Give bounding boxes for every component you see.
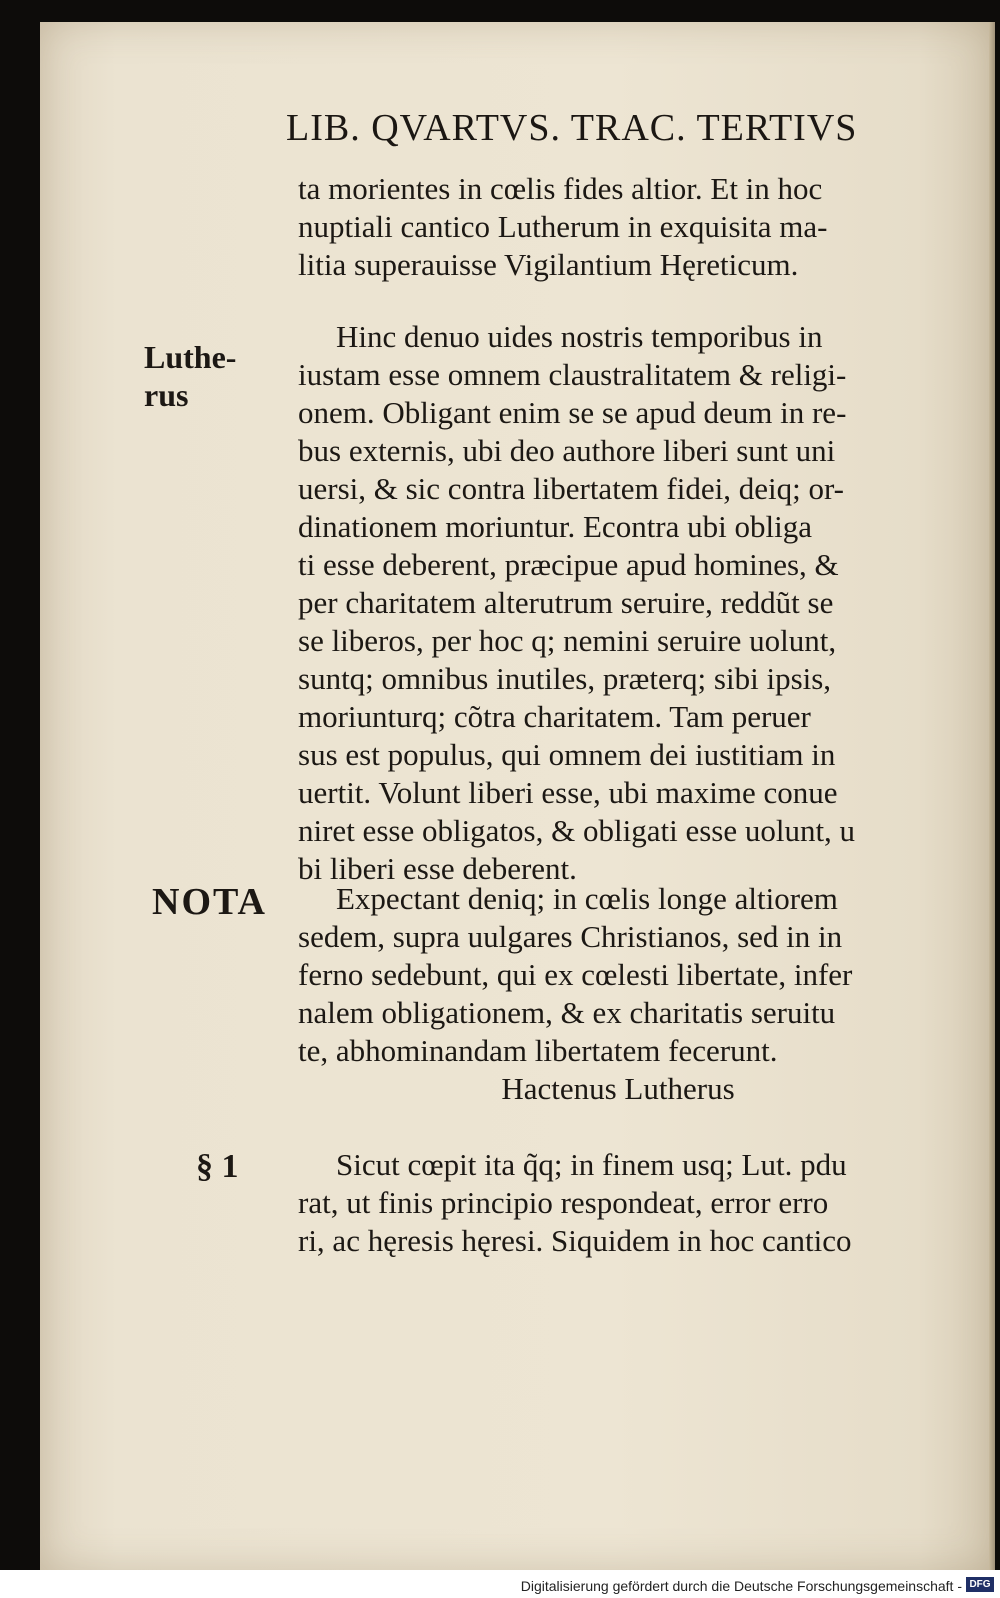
text-line: dinationem moriuntur. Econtra ubi obliga: [298, 509, 812, 544]
marginal-line: Luthe-: [144, 339, 237, 375]
marginal-note-nota: NOTA: [152, 881, 267, 923]
text-line: Hinc denuo uides nostris temporibus in: [336, 319, 823, 354]
dfg-logo: DFG: [966, 1577, 994, 1592]
text-line: iustam esse omnem claustralitatem & religi-: [298, 357, 847, 392]
text-line: uersi, & sic contra libertatem fidei, deiq; or-: [298, 471, 844, 506]
closing-line: Hactenus Lutherus: [501, 1071, 735, 1106]
text-line: bi liberi esse deberent.: [298, 851, 577, 886]
text-line: rat, ut finis principio respondeat, error erro: [298, 1185, 829, 1220]
text-line: ri, ac hęresis hęresi. Siquidem in hoc cantico: [298, 1223, 852, 1258]
text-line: nuptiali cantico Lutherum in exquisita ma-: [298, 209, 828, 244]
text-line: uertit. Volunt liberi esse, ubi maxime conue: [298, 775, 838, 810]
footer-strip: [0, 1570, 1000, 1598]
running-head: LIB. QVARTVS. TRAC. TERTIVS: [286, 107, 858, 149]
text-block-1: [298, 170, 938, 284]
text-line: Expectant deniq; in cœlis longe altiorem: [336, 881, 838, 916]
text-line: Sicut cœpit ita q̃q; in finem usq; Lut. pdu: [336, 1147, 847, 1182]
text-line: ti esse deberent, præcipue apud homines, &: [298, 547, 839, 582]
text-line: te, abhominandam libertatem fecerunt.: [298, 1033, 778, 1068]
text-line: suntq; omnibus inutiles, præterq; sibi ipsis,: [298, 661, 832, 696]
text-line: onem. Obligant enim se se apud deum in re-: [298, 395, 847, 430]
page-edge: [989, 22, 995, 1570]
text-line: ferno sedebunt, qui ex cœlesti libertate, infer: [298, 957, 853, 992]
text-line: ta morientes in cœlis fides altior. Et in hoc: [298, 171, 823, 206]
text-line: per charitatem alterutrum seruire, reddũt se: [298, 585, 834, 620]
book-page: [40, 22, 995, 1570]
text-line: nalem obligationem, & ex charitatis seruitu: [298, 995, 836, 1030]
marginal-note-luther: [144, 338, 236, 414]
text-line: se liberos, per hoc q; nemini seruire uolunt,: [298, 623, 837, 658]
text-line: bus externis, ubi deo authore liberi sunt uni: [298, 433, 836, 468]
text-block-3: [298, 880, 938, 1108]
footer-credit: Digitalisierung gefördert durch die Deutsche Forschungsgemeinschaft -: [520, 1578, 962, 1594]
text-block-4: [298, 1146, 938, 1260]
text-line: sedem, supra uulgares Christianos, sed in in: [298, 919, 843, 954]
text-line: moriunturq; cõtra charitatem. Tam peruer: [298, 699, 811, 734]
marginal-line: rus: [144, 377, 189, 413]
text-line: niret esse obligatos, & obligati esse uolunt, u: [298, 813, 856, 848]
text-line: litia superauisse Vigilantium Hęreticum.: [298, 247, 799, 282]
text-line: sus est populus, qui omnem dei iustitiam in: [298, 737, 836, 772]
marginal-section-mark: § 1: [196, 1148, 239, 1185]
text-block-2: [298, 318, 938, 888]
